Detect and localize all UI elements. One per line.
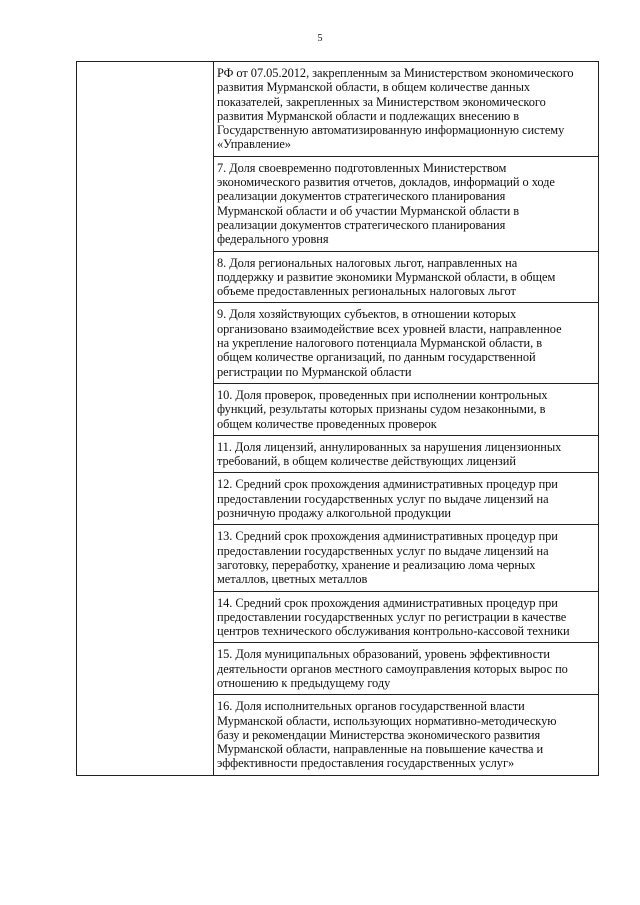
cell-line: общем количестве проведенных проверок: [217, 416, 437, 431]
cell-line: розничную продажу алкогольной продукции: [217, 506, 451, 521]
cell-line: металлов, цветных металлов: [217, 572, 368, 587]
cell-line: общем количестве организаций, по данным государственной: [217, 350, 536, 365]
cell-line: 15. Доля муниципальных образований, уровень эффективности: [217, 647, 550, 662]
table-cell: [214, 435, 599, 473]
cell-line: предоставлении государственных услуг по выдаче лицензий на: [217, 543, 549, 558]
table-cell: [214, 643, 599, 695]
cell-line: 11. Доля лицензий, аннулированных за нарушения лицензионных: [217, 439, 562, 454]
cell-line: 13. Средний срок прохождения административных процедур при: [217, 529, 558, 544]
table-row: [77, 62, 599, 157]
cell-line: Мурманской области, направленные на повышение качества и: [217, 742, 544, 757]
cell-line: функций, результаты которых признаны судом незаконными, в: [217, 402, 546, 417]
table-cell: [214, 303, 599, 383]
cell-line: экономического развития отчетов, докладов, информаций о ходе: [217, 175, 555, 190]
cell-line: федерального уровня: [217, 232, 329, 247]
cell-line: предоставлении государственных услуг по выдаче лицензий на: [217, 491, 549, 506]
table-cell: [214, 62, 599, 157]
cell-line: организовано взаимодействие всех уровней власти, направленное: [217, 321, 562, 336]
cell-line: показателей, закрепленных за Министерством экономического: [217, 94, 546, 109]
cell-line: на укрепление налогового потенциала Мурманской области, в: [217, 336, 543, 351]
cell-line: предоставлении государственных услуг по регистрации в качестве: [217, 609, 567, 624]
cell-line: эффективности предоставления государственных услуг»: [217, 756, 515, 771]
cell-line: деятельности органов местного самоуправления которых вырос по: [217, 661, 568, 676]
cell-line: реализации документов стратегического планирования: [217, 189, 506, 204]
cell-line: центров технического обслуживания контрольно-кассовой техники: [217, 624, 570, 639]
cell-line: развития Мурманской области и подлежащих внесению в: [217, 108, 520, 123]
cell-line: Мурманской области и об участии Мурманской области в: [217, 203, 520, 218]
table-cell: [214, 251, 599, 303]
cell-line: Мурманской области, использующих нормативно-методическую: [217, 713, 557, 728]
cell-line: 12. Средний срок прохождения административных процедур при: [217, 477, 558, 492]
cell-line: РФ от 07.05.2012, закрепленным за Министерством экономического: [217, 66, 574, 80]
page-number: 5: [317, 33, 323, 44]
cell-line: заготовку, переработку, хранение и реализацию лома черных: [217, 557, 536, 572]
cell-line: 7. Доля своевременно подготовленных Министерством: [217, 160, 507, 175]
table-cell: [214, 156, 599, 251]
cell-line: 9. Доля хозяйствующих субъектов, в отношении которых: [217, 307, 517, 322]
cell-line: базу и рекомендации Министерства экономического развития: [217, 727, 541, 742]
cell-line: 16. Доля исполнительных органов государственной власти: [217, 699, 525, 714]
cell-line: развития Мурманской области, в общем количестве данных: [217, 80, 531, 95]
cell-line: объеме предоставленных региональных налоговых льгот: [217, 284, 516, 299]
cell-line: реализации документов стратегического планирования: [217, 217, 506, 232]
cell-line: требований, в общем количестве действующих лицензий: [217, 454, 516, 469]
table-cell: [214, 383, 599, 435]
cell-line: поддержку и развитие экономики Мурманской области, в общем: [217, 269, 556, 284]
table-cell: [214, 591, 599, 643]
cell-line: Государственную автоматизированную информационную систему: [217, 123, 565, 138]
cell-line: 14. Средний срок прохождения административных процедур при: [217, 595, 558, 610]
table-cell: [214, 473, 599, 525]
left-column-cell: [77, 62, 214, 776]
cell-line: регистрации по Мурманской области: [217, 364, 412, 379]
table-cell: [214, 525, 599, 591]
indicators-table: [76, 61, 599, 776]
table-cell: [214, 695, 599, 775]
cell-line: отношению к предыдущему году: [217, 675, 391, 690]
cell-line: 8. Доля региональных налоговых льгот, направленных на: [217, 255, 518, 270]
cell-line: 10. Доля проверок, проведенных при исполнении контрольных: [217, 387, 548, 402]
cell-line: «Управление»: [217, 137, 291, 152]
